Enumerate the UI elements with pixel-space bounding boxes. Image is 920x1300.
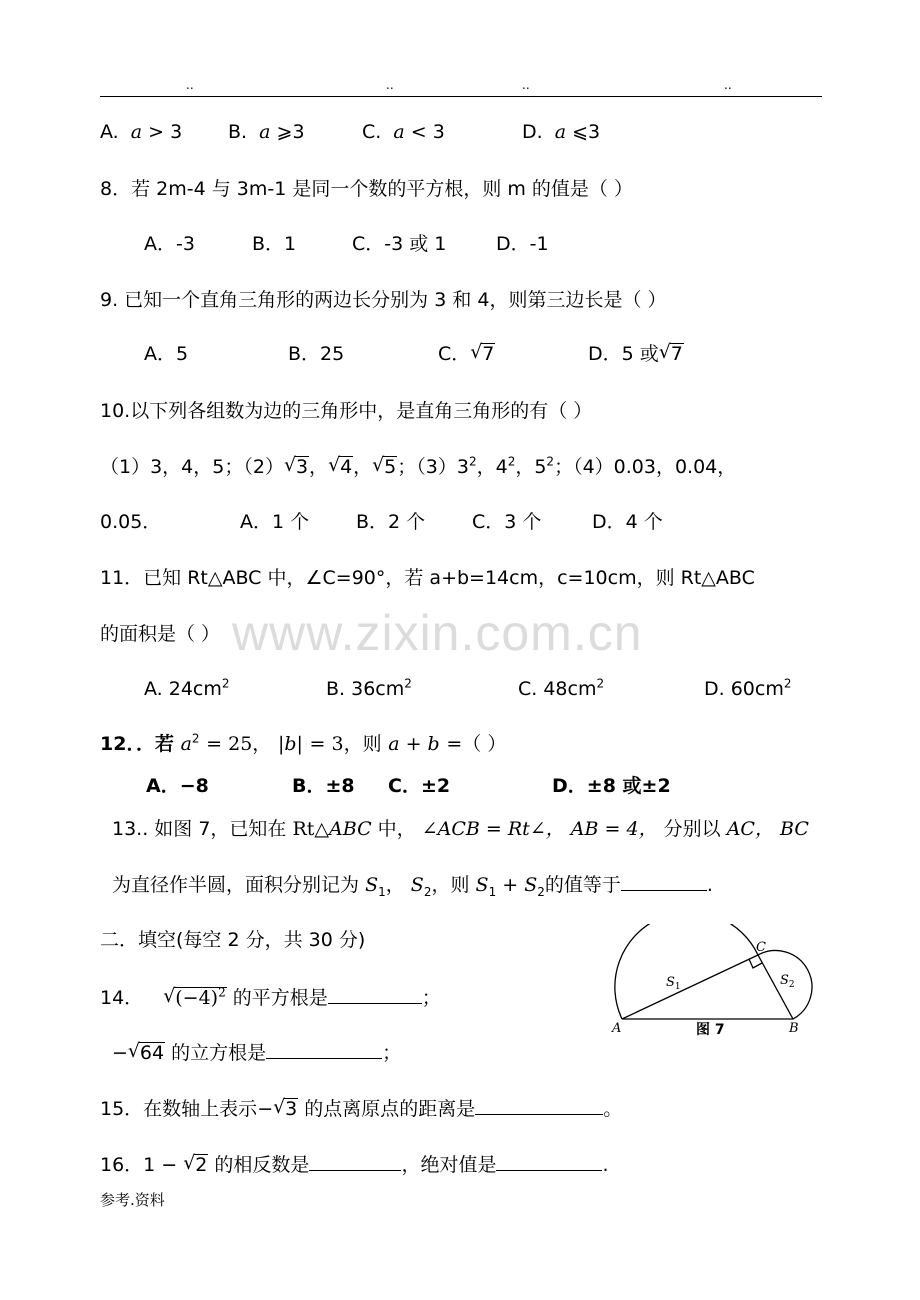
q16-text: ，绝对值是 — [401, 1154, 497, 1176]
period: . — [602, 1154, 609, 1176]
answer-blank[interactable] — [328, 985, 422, 1004]
segment-ac — [622, 955, 758, 1019]
label-s1: $S_1$ — [666, 975, 681, 992]
q14-text: 的立方根是 — [171, 1042, 267, 1064]
answer-blank[interactable] — [496, 1152, 602, 1171]
q12-option-b: B．±8 — [292, 775, 355, 797]
q7-option-b: B. a ⩾3 — [228, 121, 305, 143]
exponent: 2 — [468, 454, 477, 469]
q8-option-b: B．1 — [252, 233, 297, 255]
exponent: 2 — [404, 676, 412, 691]
sqrt-radicand: 2 — [195, 1154, 208, 1176]
q14-text: 的平方根是 — [232, 987, 328, 1009]
right-angle-mark — [749, 959, 762, 968]
label-s2: $S_2$ — [780, 973, 795, 990]
q7-option-c: C. a < 3 — [362, 121, 445, 143]
q10-group-text: （1）3，4，5；（2） — [100, 456, 284, 478]
q13-ab: AB = 4， — [570, 818, 658, 840]
q11-option-c — [518, 677, 604, 701]
q13-line1 — [112, 817, 809, 841]
q8-option-c: C．-3 或 1 — [352, 233, 447, 255]
q9-option-d-label: D．5 或 — [588, 343, 659, 365]
s-var: S — [410, 874, 424, 896]
exponent: 2 — [596, 676, 605, 691]
s-var: S — [475, 874, 489, 896]
q13-line2 — [112, 872, 713, 897]
q14-line2: − √ 64 的立方根是 ； — [112, 1040, 402, 1064]
q12-sum: a + b — [388, 733, 440, 755]
var-a: a — [180, 733, 192, 755]
subscript: 2 — [537, 884, 545, 899]
q7-option-a-label: A. — [100, 121, 119, 143]
q9-option-d: D．5 或 √ 7 — [588, 341, 683, 365]
q7-option-d-value: ⩽3 — [572, 121, 601, 143]
q13-ac: AC， — [726, 818, 774, 840]
watermark: www.zixin.com.cn — [232, 605, 643, 661]
q13-text: 分别以 — [663, 818, 721, 840]
minus-sign: − — [112, 1042, 128, 1064]
q14-number: 14． — [100, 987, 144, 1009]
s-var: S — [365, 874, 379, 896]
label-c: C — [756, 940, 766, 955]
subscript: 2 — [423, 884, 432, 899]
q9-option-a: A．5 — [144, 343, 189, 365]
q12-option-d: D．±8 或±2 — [552, 775, 671, 797]
q10-option-c: C．3 个 — [472, 511, 542, 533]
q12-eq2: = 3，则 — [309, 733, 382, 755]
q11-stem-line1: 11．已知 Rt△ABC 中，∠C=90°，若 a+b=14cm，c=10cm，则 Rt△ABC — [100, 567, 755, 589]
period: 。 — [603, 1098, 623, 1120]
answer-blank[interactable] — [309, 1152, 401, 1171]
q11-option-b — [326, 677, 412, 701]
q13-text: 的值等于 — [544, 874, 621, 896]
q10-groups: （1）3，4，5；（2） √ 3， √ 4， √ 5；$(3)3^2$，$4^2$，$5^2$；（4）0.03，0.04， — [100, 454, 737, 478]
exponent: 2 — [507, 454, 516, 469]
section2-title: 二．填空(每空 2 分，共 30 分) — [100, 929, 366, 951]
q10-option-b: B．2 个 — [356, 511, 426, 533]
q12-option-a: A．−8 — [146, 775, 209, 797]
s-var: S — [524, 874, 538, 896]
q8-stem: 8．若 2m-4 与 3m-1 是同一个数的平方根，则 m 的值是（ ） — [100, 178, 633, 200]
q13-bc: BC — [780, 818, 809, 840]
q11-option-c-text: C. 48cm — [518, 678, 597, 700]
minus-sign: − — [257, 1098, 274, 1120]
header-rule — [100, 96, 822, 97]
sqrt-radicand: 3 — [295, 456, 309, 478]
figure-7 — [600, 924, 832, 1044]
q13-text: 为直径作半圆，面积分别记为 — [112, 874, 360, 896]
exponent: 2 — [783, 676, 792, 691]
q8-option-a: A．-3 — [144, 233, 195, 255]
header-dots: .. — [186, 78, 194, 92]
q10-group-text: ；（3）3 — [397, 456, 469, 478]
sqrt-radicand: 3 — [285, 1098, 298, 1120]
q16-text: 的相反数是 — [214, 1154, 310, 1176]
q7-option-d: D. a ⩽3 — [522, 121, 601, 143]
q10-group-text: ；（4）0.03，0.04， — [554, 456, 737, 478]
q11-option-b-text: B. 36cm — [326, 678, 405, 700]
q7-option-c-value: < 3 — [410, 121, 445, 143]
sqrt-radicand — [174, 987, 226, 1008]
q10-group-text: ，4 — [476, 456, 508, 478]
q11-option-a-text: A. 24cm — [144, 678, 222, 700]
q7-option-a-value: > 3 — [148, 121, 183, 143]
sqrt-radicand: 7 — [482, 343, 495, 365]
q10-option-a: A．1 个 — [240, 511, 310, 533]
exponent: 2 — [546, 454, 555, 469]
semicolon: ； — [421, 987, 441, 1009]
subscript: 1 — [488, 884, 497, 899]
answer-blank[interactable] — [621, 872, 707, 891]
header-dots: .. — [724, 78, 732, 92]
header-dots: .. — [386, 78, 394, 92]
q13-angle: ∠ACB = Rt∠， — [421, 818, 565, 840]
semicolon: ； — [382, 1042, 402, 1064]
q11-option-a — [144, 677, 230, 701]
q15-text: 15．在数轴上表示 — [100, 1098, 258, 1120]
sqrt-radicand: 7 — [670, 343, 683, 365]
q13-text: 中， — [377, 818, 416, 840]
q13-rt: Rt△ — [292, 818, 330, 840]
header-dots: .. — [522, 78, 530, 92]
q12-eq1: = 25， — [206, 733, 272, 755]
sqrt-radicand: 5 — [384, 456, 397, 478]
answer-blank[interactable] — [266, 1040, 382, 1059]
q11-stem-line2: 的面积是（ ） — [100, 623, 221, 645]
var-b: b — [284, 733, 297, 755]
sqrt-radicand: 64 — [139, 1042, 165, 1064]
q10-option-d: D．4 个 — [592, 511, 663, 533]
period: . — [706, 874, 713, 896]
q8-option-d: D．-1 — [496, 233, 549, 255]
q13-abc: ABC — [329, 818, 372, 840]
q9-option-c: C． √ 7 — [438, 341, 495, 365]
plus: + — [496, 874, 525, 896]
q7-option-b-label: B. — [228, 121, 248, 143]
exponent: 2 — [221, 676, 230, 691]
q9-option-c-label: C． — [438, 343, 471, 365]
answer-blank[interactable] — [475, 1096, 603, 1115]
q10-line3: 0.05． — [100, 511, 162, 533]
q15-text: 的点离原点的距离是 — [304, 1098, 476, 1120]
q7-option-d-label: D. — [522, 121, 543, 143]
q10-group-text: ，5 — [515, 456, 547, 478]
q14-line1: 14． √ $(-4)^2$ 的平方根是 ； — [100, 985, 441, 1009]
footer-text: 参考.资料 — [100, 1191, 165, 1209]
q16: 16．1 − √ 2 的相反数是 ，绝对值是 . — [100, 1152, 609, 1176]
exponent: 2 — [218, 985, 226, 1000]
q11-option-d-text: D. 60cm — [704, 678, 784, 700]
subscript: 1 — [378, 884, 386, 899]
q7-options: A. a > 3 — [100, 121, 183, 143]
sqrt-radicand: 4 — [340, 456, 353, 478]
q9-stem: 9. 已知一个直角三角形的两边长分别为 3 和 4，则第三边长是（ ） — [100, 289, 667, 311]
figure-caption: 图 7 — [696, 1022, 725, 1038]
q15: 15．在数轴上表示− √ 3 的点离原点的距离是 。 — [100, 1096, 623, 1120]
q7-option-c-label: C. — [362, 121, 382, 143]
semicircle-s1-arc — [615, 924, 758, 1019]
q7-option-b-value: ⩾3 — [276, 121, 305, 143]
q12-number: 12．．若 — [100, 733, 174, 755]
q12-option-c: C．±2 — [388, 775, 451, 797]
q11-option-d — [704, 677, 791, 701]
label-a: A — [612, 1021, 622, 1036]
q14-inner: (−4) — [175, 987, 219, 1009]
q12-stem: 12．．若 $a^2 = 25$， |b| = 3，则 a + b =（ ） — [100, 731, 507, 755]
q13-text: ，则 — [431, 874, 470, 896]
label-b: B — [789, 1021, 799, 1036]
q16-text: 16．1 − — [100, 1154, 178, 1176]
exponent: 2 — [191, 731, 200, 746]
q12-eq3: =（ ） — [446, 733, 507, 755]
q13-text: 13.. 如图 7，已知在 — [112, 818, 287, 840]
q10-stem: 10.以下列各组数为边的三角形中，是直角三角形的有（ ） — [100, 400, 593, 422]
comma: ， — [385, 874, 405, 896]
q9-option-b: B．25 — [288, 343, 345, 365]
